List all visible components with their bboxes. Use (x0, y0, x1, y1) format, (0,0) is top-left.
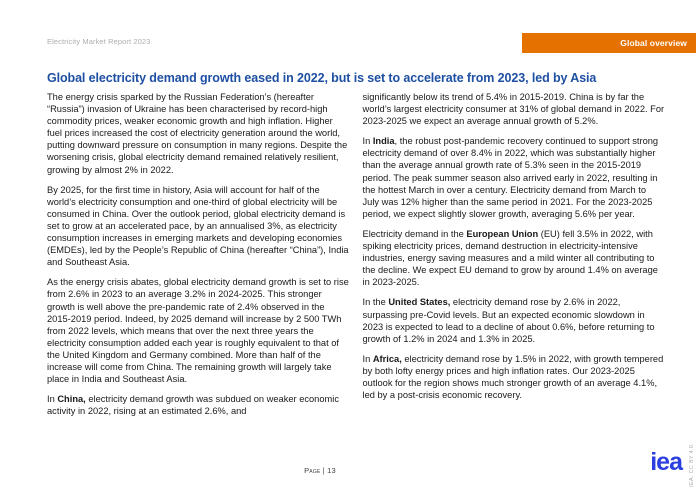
paragraph: Electricity demand in the European Union (EU) fell 3.5% in 2022, with spiking electricity prices, demand destruction in electricity-intensive industries, energy saving measures and a mild winter all contributing to the decline. We expect EU demand to grow by around 1.4% on average in 2023-2025. (362, 228, 658, 288)
global-overview-banner (522, 33, 696, 53)
paragraph: In India, the robust post-pandemic recovery continued to support strong electricity demand of over 8.4% in 2022, which was substantially higher than the average annual growth rate of 5.3% seen in the 2015-2019 period. The peak summer season also arrived early in 2022, resulting in the hottest March in over a century. Electricity demand from March to July was 12% higher than the same period in 2021. For the 2023-2025 period, we expect slightly slower growth, averaging 5.6% per year. (362, 136, 659, 219)
iea-logo: iea (650, 448, 682, 476)
banner-label: Global overview (620, 38, 687, 48)
paragraph: In Africa, electricity demand rose by 1.5% in 2022, with growth tempered by both lofty energy prices and high inflation rates. Our 2023-2025 outlook for the region shows much stronger growth of an average 4.1%, led by a post-crisis economic recovery. (362, 353, 664, 401)
column-right (363, 91, 666, 425)
paragraph: The energy crisis sparked by the Russian Federation’s (hereafter “Russia”) invasion of Ukraine has been characterised by record-high commodity prices, weaker economic growth and high inflation. Higher fuel prices increased the cost of electricity generation around the world, putting downward pressure on consumption in many regions. Despite the worsening crisis, global electricity demand remained relatively resilient, growing by almost 2% in 2022. (47, 92, 348, 175)
paragraph: As the energy crisis abates, global electricity demand growth is set to rise from 2.6% in 2023 to an average 3.2% in 2024-2025. This stronger growth is well above the pre-pandemic rate of 2.4% observed in the 2015-2019 period. Indeed, by 2025 demand will increase by 2 500 TWh from 2022 levels, which means that over the next three years the electricity consumption added each year is roughly equivalent to that of the United Kingdom and Germany combined. More than half of the increase will come from China. The remaining growth will largely take place in India and Southeast Asia. (47, 277, 349, 385)
page-title: Global electricity demand growth eased in 2022, but is set to accelerate from 2023, led by Asia (47, 71, 597, 86)
paragraph: In the United States, electricity demand rose by 2.6% in 2022, surpassing pre-Covid levels. But an expected economic slowdown in 2023 is expected to lead to a decline of about 0.6%, before returning to growth of 1.2% in 2024 and 1.3% in 2025. (362, 297, 655, 344)
paragraph: By 2025, for the first time in history, Asia will account for half of the world’s electricity consumption and one-third of global electricity will be consumed in China. Over the outlook period, global electricity demand is set to grow at an accelerated pace, by an annualised 3%, as electricity consumption increases in emerging markets and developing economies (EMDEs), led by the People’s Republic of China (hereafter “China”), India and Southeast Asia. (47, 184, 349, 268)
paragraph: significantly below its trend of 5.4% in 2015-2019. China is by far the world’s largest electricity consumer at 31% of global demand in 2022. For 2023-2025 we expect an average annual growth of 5.2%. (362, 92, 665, 127)
footer-page-number: Page | 13 (304, 466, 336, 475)
report-title: Electricity Market Report 2023 (47, 37, 151, 46)
paragraph: In China, electricity demand growth was subdued on weaker economic activity in 2022, rising at an estimated 2.6%, and (47, 394, 339, 417)
copyright-note: IEA. CC BY 4.0. (689, 443, 695, 487)
body-columns (47, 91, 665, 425)
column-left (47, 91, 350, 425)
